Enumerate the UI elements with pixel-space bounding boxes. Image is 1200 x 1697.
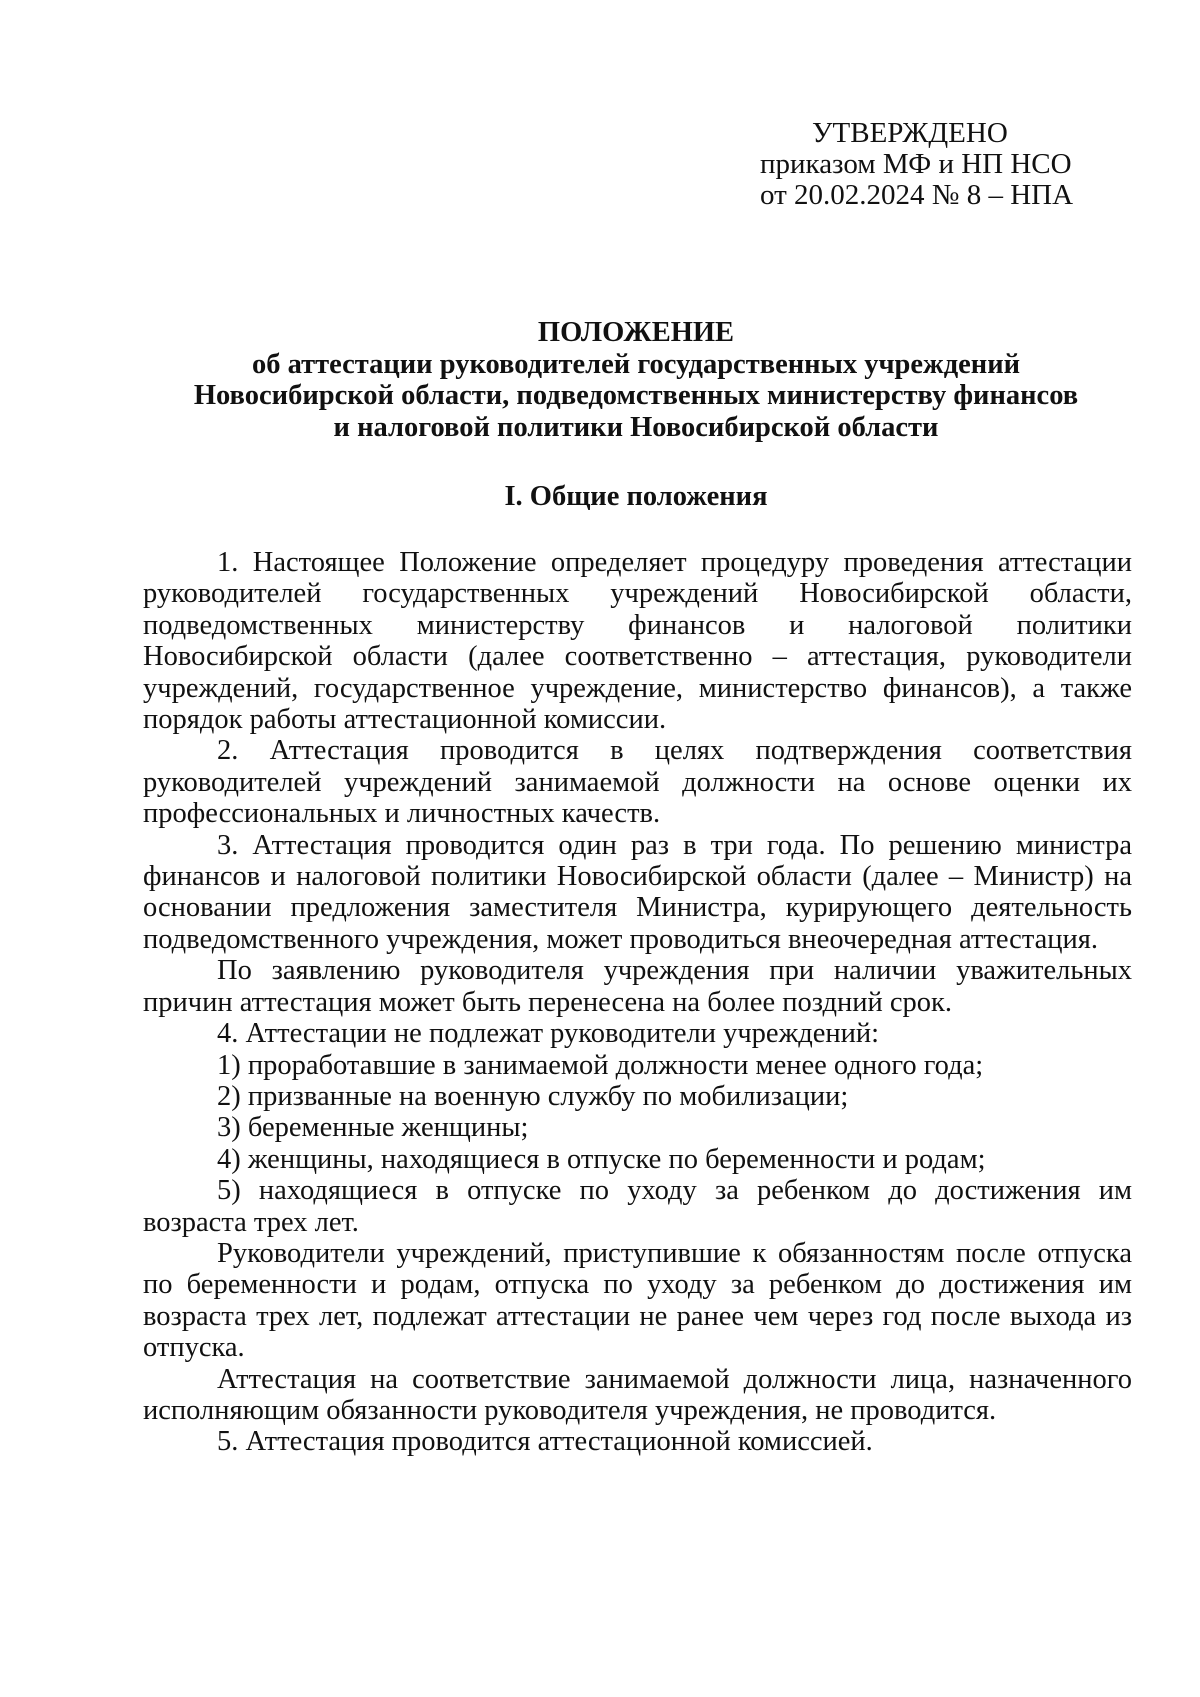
- paragraph-4-acting-head: Аттестация на соответствие занимаемой должности лица, назначенного исполняющим обязанности руководителя учреждения, не проводится.: [143, 1363, 1132, 1426]
- list-item-5: 5) находящиеся в отпуске по уходу за ребенком до достижения им возраста трех лет.: [143, 1175, 1132, 1238]
- paragraph-2: 2. Аттестация проводится в целях подтверждения соответствия руководителей учреждений занимаемой должности на основе оценки их профессиональных и личностных качеств.: [143, 735, 1132, 830]
- paragraph-3: 3. Аттестация проводится один раз в три года. По решению министра финансов и налоговой политики Новосибирской области (далее – Министр) на основании предложения заместителя Министра, курирующего деятельность подведомственного учреждения, может проводиться внеочередная аттестация.: [143, 829, 1132, 955]
- paragraph-3-postponement: По заявлению руководителя учреждения при наличии уважительных причин аттестация может быть перенесена на более поздний срок.: [143, 955, 1132, 1018]
- document-body: [143, 547, 1132, 1458]
- section-heading: I. Общие положения: [504, 481, 768, 512]
- title-line-4: и налоговой политики Новосибирской области: [333, 411, 939, 443]
- list-item-4: 4) женщины, находящиеся в отпуске по беременности и родам;: [217, 1143, 986, 1175]
- list-item-3: 3) беременные женщины;: [217, 1112, 529, 1144]
- list-item-1: 1) проработавшие в занимаемой должности менее одного года;: [217, 1049, 984, 1081]
- list-item-2: 2) призванные на военную службу по мобилизации;: [217, 1080, 849, 1112]
- title-line-3: Новосибирской области, подведомственных министерству финансов: [193, 380, 1079, 411]
- paragraph-4-return-from-leave: Руководители учреждений, приступившие к обязанностям после отпуска по беременности и родам, отпуска по уходу за ребенком до достижения им возраста трех лет, подлежат аттестации не ранее чем через год после выхода из отпуска.: [143, 1237, 1132, 1364]
- approval-order: приказом МФ и НП НСО: [760, 148, 1072, 180]
- document-title: [140, 317, 1132, 443]
- approval-stamp: [760, 118, 1073, 211]
- title-line-2: об аттестации руководителей государственных учреждений: [251, 348, 1021, 380]
- title-line-1: ПОЛОЖЕНИЕ: [537, 317, 735, 348]
- paragraph-1: 1. Настоящее Положение определяет процедуру проведения аттестации руководителей государственных учреждений Новосибирской области, подведомственных министерству финансов и налоговой политики Новосибирской области (далее соответственно – аттестация, руководители учреждений, государственное учреждение, министерство финансов), а также порядок работы аттестационной комиссии.: [143, 547, 1132, 736]
- paragraph-5: 5. Аттестация проводится аттестационной комиссией.: [217, 1426, 873, 1458]
- approval-label: УТВЕРЖДЕНО: [812, 117, 1008, 149]
- approval-date: от 20.02.2024 № 8 – НПА: [760, 179, 1074, 211]
- paragraph-4: 4. Аттестации не подлежат руководители учреждений:: [217, 1018, 880, 1050]
